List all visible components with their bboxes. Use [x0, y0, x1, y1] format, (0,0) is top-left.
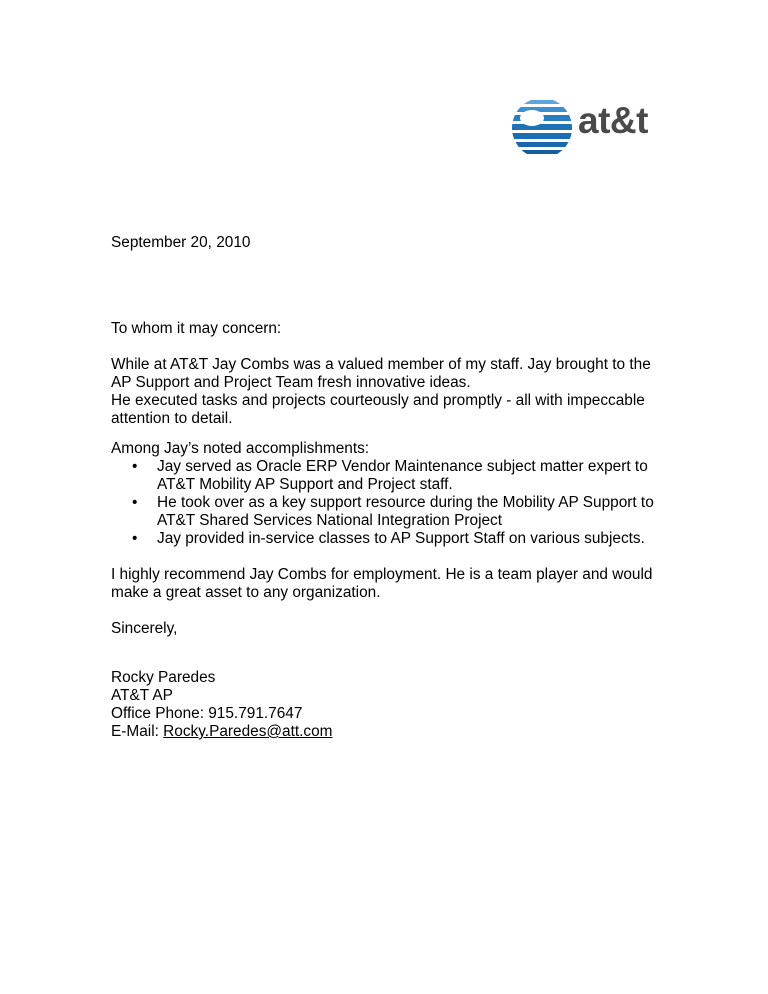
- paragraph-line: AP Support and Project Team fresh innovative ideas.: [111, 374, 471, 391]
- att-logo: [510, 96, 650, 160]
- recommendation-paragraph: [111, 566, 652, 602]
- bullet: •: [132, 530, 138, 547]
- signer-org: AT&T AP: [111, 687, 173, 704]
- accomplishments-intro: Among Jay’s noted accomplishments:: [111, 440, 370, 457]
- list-item-line: Jay provided in-service classes to AP Support Staff on various subjects.: [157, 530, 645, 547]
- list-item-line: He took over as a key support resource during the Mobility AP Support to: [157, 494, 654, 511]
- signer-email-row: [111, 723, 332, 741]
- list-item: [111, 494, 654, 530]
- paragraph-intro: [111, 356, 651, 428]
- paragraph-line: attention to detail.: [111, 410, 233, 427]
- list-item: [111, 458, 654, 494]
- paragraph-line: While at AT&T Jay Combs was a valued member of my staff. Jay brought to the: [111, 356, 651, 373]
- signature-block: [111, 669, 332, 741]
- email-label: E-Mail:: [111, 723, 164, 740]
- accomplishments-list: [111, 458, 654, 548]
- email-link[interactable]: Rocky.Paredes@att.com: [163, 723, 333, 740]
- list-item-line: Jay served as Oracle ERP Vendor Maintenance subject matter expert to: [157, 458, 648, 475]
- paragraph-line: I highly recommend Jay Combs for employment. He is a team player and would: [111, 566, 653, 583]
- signer-name: Rocky Paredes: [111, 669, 216, 686]
- letter-date: September 20, 2010: [111, 234, 251, 251]
- signer-phone: Office Phone: 915.791.7647: [111, 705, 303, 722]
- list-item-line: AT&T Shared Services National Integration Project: [157, 512, 503, 529]
- att-wordmark: at&t: [578, 100, 648, 141]
- paragraph-line: make a great asset to any organization.: [111, 584, 381, 601]
- list-item-line: AT&T Mobility AP Support and Project staff.: [157, 476, 453, 493]
- list-item: [111, 530, 654, 548]
- bullet: •: [132, 458, 138, 475]
- salutation: To whom it may concern:: [111, 320, 282, 337]
- bullet: •: [132, 494, 138, 511]
- closing: Sincerely,: [111, 620, 178, 637]
- globe-icon: [510, 96, 574, 160]
- paragraph-line: He executed tasks and projects courteously and promptly - all with impeccable: [111, 392, 645, 409]
